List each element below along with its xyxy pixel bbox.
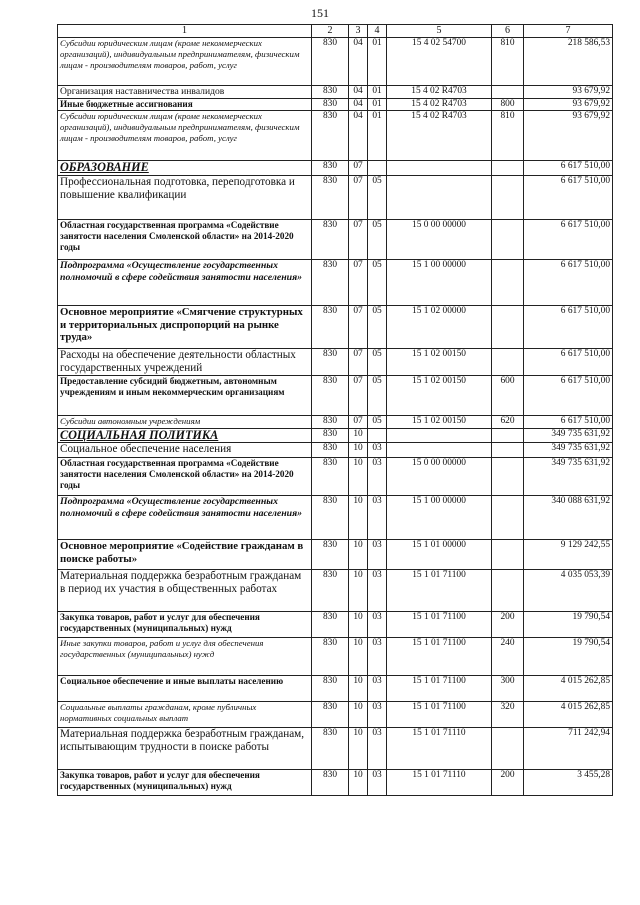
subsection-code: 05 <box>368 376 387 416</box>
table-row <box>58 176 613 220</box>
target-article-code: 15 4 02 54700 <box>387 38 492 86</box>
target-article-code: 15 1 02 00150 <box>387 349 492 376</box>
budget-item-name: Закупка товаров, работ и услуг для обеспечения государственных (муниципальных) нужд <box>58 770 312 796</box>
budget-item-name: Субсидии юридическим лицам (кроме некоммерческих организаций), индивидуальным предпринимателям, физическим лицам - производителям товаров, работ, услуг <box>58 38 312 86</box>
section-code: 10 <box>349 496 368 540</box>
section-code: 07 <box>349 176 368 220</box>
ministry-code: 830 <box>312 176 349 220</box>
target-article-code: 15 1 02 00150 <box>387 376 492 416</box>
budget-item-name: Основное мероприятие «Смягчение структурных и территориальных диспропорций на рынке труда» <box>58 306 312 349</box>
amount: 6 617 510,00 <box>524 161 613 176</box>
subsection-code: 03 <box>368 770 387 796</box>
ministry-code: 830 <box>312 306 349 349</box>
table-row <box>58 458 613 496</box>
table-row <box>58 306 613 349</box>
target-article-code: 15 1 01 71100 <box>387 638 492 676</box>
expense-type-code <box>492 443 524 458</box>
ministry-code: 830 <box>312 38 349 86</box>
budget-item-name: ОБРАЗОВАНИЕ <box>58 161 312 176</box>
subsection-code: 03 <box>368 676 387 702</box>
header-row <box>58 25 613 38</box>
budget-item-name: Подпрограмма «Осуществление государственных полномочий в сфере содействия занятости населения» <box>58 496 312 540</box>
expense-type-code <box>492 349 524 376</box>
target-article-code <box>387 429 492 443</box>
table-row <box>58 161 613 176</box>
section-code: 10 <box>349 612 368 638</box>
amount: 6 617 510,00 <box>524 220 613 260</box>
amount: 4 035 053,39 <box>524 570 613 612</box>
section-code: 07 <box>349 220 368 260</box>
subsection-code: 03 <box>368 702 387 728</box>
budget-item-name: Основное мероприятие «Содействие гражданам в поиске работы» <box>58 540 312 570</box>
table-row <box>58 260 613 306</box>
section-code: 10 <box>349 443 368 458</box>
ministry-code: 830 <box>312 99 349 111</box>
target-article-code <box>387 176 492 220</box>
header-col-7: 7 <box>524 25 613 38</box>
amount: 4 015 262,85 <box>524 676 613 702</box>
budget-item-name: Расходы на обеспечение деятельности областных государственных учреждений <box>58 349 312 376</box>
ministry-code: 830 <box>312 770 349 796</box>
ministry-code: 830 <box>312 349 349 376</box>
ministry-code: 830 <box>312 161 349 176</box>
section-code: 07 <box>349 306 368 349</box>
target-article-code: 15 1 00 00000 <box>387 496 492 540</box>
amount: 340 088 631,92 <box>524 496 613 540</box>
target-article-code: 15 1 01 71100 <box>387 702 492 728</box>
ministry-code: 830 <box>312 496 349 540</box>
expense-type-code: 810 <box>492 111 524 161</box>
budget-item-name: Материальная поддержка безработным гражданам, испытывающим трудности в поиске работы <box>58 728 312 770</box>
target-article-code: 15 1 01 71110 <box>387 728 492 770</box>
amount: 6 617 510,00 <box>524 376 613 416</box>
table-row <box>58 220 613 260</box>
ministry-code: 830 <box>312 416 349 429</box>
subsection-code: 01 <box>368 99 387 111</box>
target-article-code: 15 1 01 71100 <box>387 570 492 612</box>
table-row <box>58 111 613 161</box>
amount: 93 679,92 <box>524 111 613 161</box>
table-row <box>58 86 613 99</box>
subsection-code: 05 <box>368 220 387 260</box>
section-code: 04 <box>349 38 368 86</box>
budget-item-name: Областная государственная программа «Содействие занятости населения Смоленской области» на 2014-2020 годы <box>58 220 312 260</box>
table-row <box>58 376 613 416</box>
ministry-code: 830 <box>312 702 349 728</box>
section-code: 07 <box>349 260 368 306</box>
section-code: 10 <box>349 638 368 676</box>
expense-type-code: 600 <box>492 376 524 416</box>
table-row <box>58 570 613 612</box>
expense-type-code <box>492 458 524 496</box>
budget-item-name: Социальное обеспечение населения <box>58 443 312 458</box>
budget-item-name: Иные бюджетные ассигнования <box>58 99 312 111</box>
section-code: 07 <box>349 376 368 416</box>
amount: 93 679,92 <box>524 86 613 99</box>
subsection-code: 03 <box>368 458 387 496</box>
target-article-code: 15 1 01 00000 <box>387 540 492 570</box>
amount: 4 015 262,85 <box>524 702 613 728</box>
amount: 19 790,54 <box>524 638 613 676</box>
table-row <box>58 540 613 570</box>
amount: 6 617 510,00 <box>524 260 613 306</box>
budget-item-name: Организация наставничества инвалидов <box>58 86 312 99</box>
page-number: 151 <box>311 6 329 20</box>
amount: 711 242,94 <box>524 728 613 770</box>
amount: 6 617 510,00 <box>524 176 613 220</box>
subsection-code: 03 <box>368 612 387 638</box>
section-code: 10 <box>349 458 368 496</box>
header-col-2: 2 <box>312 25 349 38</box>
section-code: 04 <box>349 99 368 111</box>
section-code: 04 <box>349 111 368 161</box>
amount: 218 586,53 <box>524 38 613 86</box>
budget-item-name: Материальная поддержка безработным гражданам в период их участия в общественных работах <box>58 570 312 612</box>
expense-type-code: 240 <box>492 638 524 676</box>
ministry-code: 830 <box>312 676 349 702</box>
expense-type-code <box>492 540 524 570</box>
ministry-code: 830 <box>312 570 349 612</box>
budget-item-name: Субсидии юридическим лицам (кроме некоммерческих организаций), индивидуальным предпринимателям, физическим лицам - производителям товаров, работ, услуг <box>58 111 312 161</box>
target-article-code <box>387 443 492 458</box>
expense-type-code: 200 <box>492 612 524 638</box>
target-article-code <box>387 161 492 176</box>
section-code: 07 <box>349 349 368 376</box>
table-row <box>58 429 613 443</box>
expense-type-code: 200 <box>492 770 524 796</box>
ministry-code: 830 <box>312 540 349 570</box>
target-article-code: 15 1 01 71110 <box>387 770 492 796</box>
header-col-3: 3 <box>349 25 368 38</box>
subsection-code: 05 <box>368 260 387 306</box>
subsection-code: 03 <box>368 728 387 770</box>
subsection-code: 03 <box>368 638 387 676</box>
table-row <box>58 770 613 796</box>
table-row <box>58 416 613 429</box>
amount: 6 617 510,00 <box>524 349 613 376</box>
ministry-code: 830 <box>312 260 349 306</box>
section-code: 10 <box>349 570 368 612</box>
subsection-code: 05 <box>368 349 387 376</box>
expense-type-code: 320 <box>492 702 524 728</box>
subsection-code: 03 <box>368 570 387 612</box>
table-row <box>58 676 613 702</box>
target-article-code: 15 4 02 R4703 <box>387 111 492 161</box>
subsection-code: 01 <box>368 111 387 161</box>
table-row <box>58 612 613 638</box>
section-code: 10 <box>349 770 368 796</box>
ministry-code: 830 <box>312 728 349 770</box>
expense-type-code <box>492 570 524 612</box>
budget-item-name: СОЦИАЛЬНАЯ ПОЛИТИКА <box>58 429 312 443</box>
budget-item-name: Профессиональная подготовка, переподготовка и повышение квалификации <box>58 176 312 220</box>
section-code: 10 <box>349 728 368 770</box>
section-code: 07 <box>349 416 368 429</box>
header-col-6: 6 <box>492 25 524 38</box>
budget-table <box>57 24 613 796</box>
subsection-code: 01 <box>368 38 387 86</box>
ministry-code: 830 <box>312 220 349 260</box>
target-article-code: 15 4 02 R4703 <box>387 86 492 99</box>
subsection-code: 03 <box>368 443 387 458</box>
section-code: 10 <box>349 429 368 443</box>
subsection-code: 03 <box>368 540 387 570</box>
section-code: 10 <box>349 676 368 702</box>
ministry-code: 830 <box>312 429 349 443</box>
section-code: 10 <box>349 702 368 728</box>
amount: 6 617 510,00 <box>524 306 613 349</box>
section-code: 07 <box>349 161 368 176</box>
budget-item-name: Субсидии автономным учреждениям <box>58 416 312 429</box>
target-article-code: 15 0 00 00000 <box>387 220 492 260</box>
budget-item-name: Подпрограмма «Осуществление государственных полномочий в сфере содействия занятости населения» <box>58 260 312 306</box>
subsection-code <box>368 161 387 176</box>
subsection-code: 03 <box>368 496 387 540</box>
target-article-code: 15 0 00 00000 <box>387 458 492 496</box>
budget-item-name: Социальное обеспечение и иные выплаты населению <box>58 676 312 702</box>
budget-item-name: Социальные выплаты гражданам, кроме публичных нормативных социальных выплат <box>58 702 312 728</box>
subsection-code <box>368 429 387 443</box>
target-article-code: 15 1 02 00150 <box>387 416 492 429</box>
table-row <box>58 702 613 728</box>
amount: 6 617 510,00 <box>524 416 613 429</box>
budget-item-name: Иные закупки товаров, работ и услуг для обеспечения государственных (муниципальных) нужд <box>58 638 312 676</box>
subsection-code: 05 <box>368 176 387 220</box>
expense-type-code: 810 <box>492 38 524 86</box>
table-row <box>58 496 613 540</box>
table-row <box>58 638 613 676</box>
budget-item-name: Областная государственная программа «Содействие занятости населения Смоленской области» на 2014-2020 годы <box>58 458 312 496</box>
amount: 9 129 242,55 <box>524 540 613 570</box>
section-code: 10 <box>349 540 368 570</box>
table-row <box>58 443 613 458</box>
amount: 349 735 631,92 <box>524 443 613 458</box>
amount: 19 790,54 <box>524 612 613 638</box>
expense-type-code <box>492 306 524 349</box>
expense-type-code: 620 <box>492 416 524 429</box>
expense-type-code <box>492 86 524 99</box>
subsection-code: 01 <box>368 86 387 99</box>
expense-type-code <box>492 728 524 770</box>
ministry-code: 830 <box>312 443 349 458</box>
target-article-code: 15 1 00 00000 <box>387 260 492 306</box>
header-col-4: 4 <box>368 25 387 38</box>
table-row <box>58 99 613 111</box>
expense-type-code: 800 <box>492 99 524 111</box>
ministry-code: 830 <box>312 86 349 99</box>
ministry-code: 830 <box>312 376 349 416</box>
subsection-code: 05 <box>368 306 387 349</box>
target-article-code: 15 1 02 00000 <box>387 306 492 349</box>
expense-type-code: 300 <box>492 676 524 702</box>
target-article-code: 15 4 02 R4703 <box>387 99 492 111</box>
table-body <box>58 38 613 796</box>
target-article-code: 15 1 01 71100 <box>387 676 492 702</box>
header-col-5: 5 <box>387 25 492 38</box>
amount: 349 735 631,92 <box>524 458 613 496</box>
amount: 93 679,92 <box>524 99 613 111</box>
expense-type-code <box>492 176 524 220</box>
table-row <box>58 349 613 376</box>
subsection-code: 05 <box>368 416 387 429</box>
expense-type-code <box>492 429 524 443</box>
target-article-code: 15 1 01 71100 <box>387 612 492 638</box>
amount: 349 735 631,92 <box>524 429 613 443</box>
ministry-code: 830 <box>312 638 349 676</box>
ministry-code: 830 <box>312 458 349 496</box>
table-row <box>58 728 613 770</box>
budget-item-name: Закупка товаров, работ и услуг для обеспечения государственных (муниципальных) нужд <box>58 612 312 638</box>
ministry-code: 830 <box>312 612 349 638</box>
budget-item-name: Предоставление субсидий бюджетным, автономным учреждениям и иным некоммерческим организациям <box>58 376 312 416</box>
ministry-code: 830 <box>312 111 349 161</box>
section-code: 04 <box>349 86 368 99</box>
expense-type-code <box>492 496 524 540</box>
expense-type-code <box>492 161 524 176</box>
header-col-1: 1 <box>58 25 312 38</box>
expense-type-code <box>492 260 524 306</box>
table-row <box>58 38 613 86</box>
expense-type-code <box>492 220 524 260</box>
amount: 3 455,28 <box>524 770 613 796</box>
